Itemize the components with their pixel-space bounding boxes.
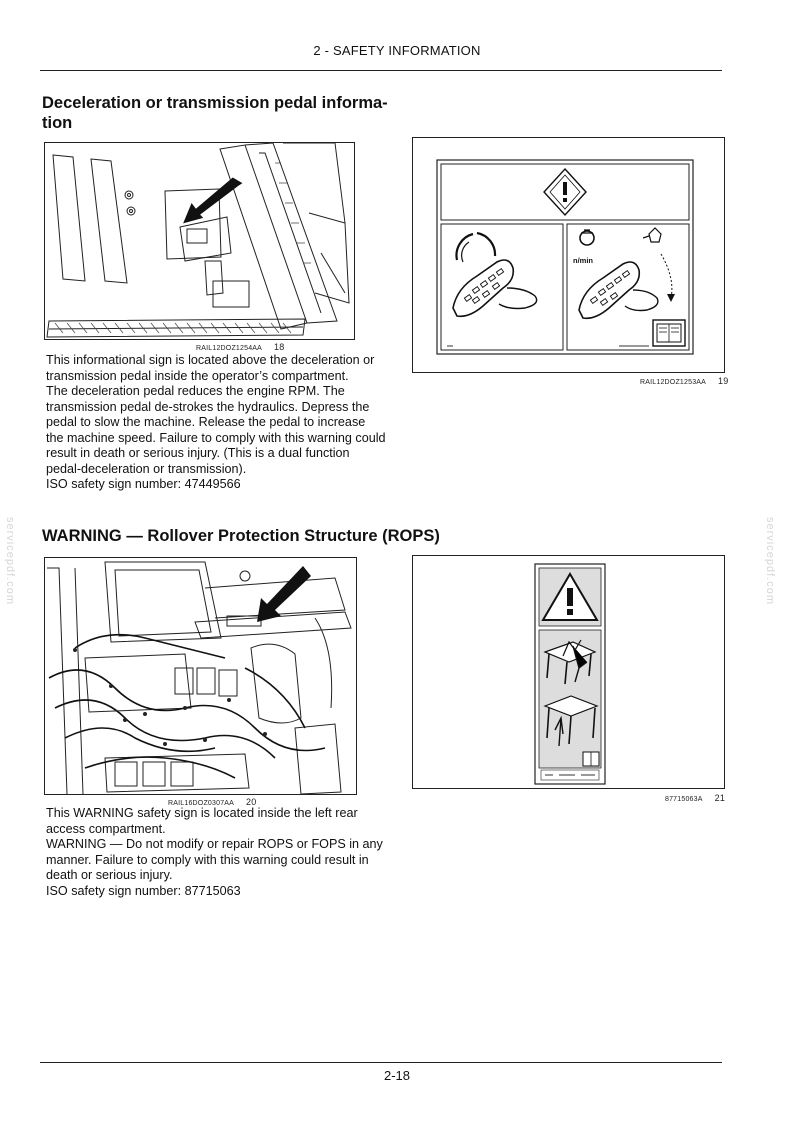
section2-paragraph-warning: WARNING — Do not modify or repair ROPS or FOPS in any manner. Failure to comply with this warning could result in death or serious injury. bbox=[46, 837, 383, 882]
section-title-pedal bbox=[42, 93, 388, 133]
section2-paragraph-location: This WARNING safety sign is located inside the left rear access compartment. bbox=[46, 806, 358, 836]
figure-21-number: 21 bbox=[714, 793, 726, 803]
figure-21-code: 87715063A bbox=[665, 796, 703, 803]
section2-body bbox=[46, 806, 386, 899]
figure-21-caption bbox=[665, 793, 725, 803]
figure-20-number: 20 bbox=[246, 797, 257, 807]
section2-paragraph-iso: ISO safety sign number: 87715063 bbox=[46, 883, 241, 898]
watermark-right: servicepdf.com bbox=[763, 517, 776, 605]
page-number: 2-18 bbox=[383, 1068, 411, 1083]
section-title-line1: Deceleration or transmission pedal informa- bbox=[42, 94, 388, 112]
section1-paragraph-location: This informational sign is located above the deceleration or transmission pedal inside the operator’s compartment. bbox=[46, 353, 375, 383]
figure-19-pedal-sign bbox=[412, 137, 725, 373]
figure-20-code: RAIL16DOZ0307AA bbox=[168, 800, 235, 807]
section-title-line2: tion bbox=[42, 114, 73, 132]
figure-18-caption bbox=[196, 342, 284, 352]
figure-21-rops-warning-sign bbox=[412, 555, 725, 789]
figure-20-rops-sign-location bbox=[44, 557, 357, 795]
figure-18-number: 18 bbox=[274, 342, 285, 352]
figure-19-number: 19 bbox=[718, 376, 729, 386]
header-rule bbox=[40, 70, 722, 71]
section1-paragraph-description: The deceleration pedal reduces the engine RPM. The transmission pedal de-strokes the hydraulics. Depress the pedal to slow the machine. Release the pedal to increase the machine speed. Failure to comply with this warning could result in death or serious injury. (This is a dual function pedal-deceleration or transmission). bbox=[46, 384, 386, 476]
section1-body bbox=[46, 353, 386, 493]
figure-19-caption bbox=[640, 376, 728, 386]
footer-rule bbox=[40, 1062, 722, 1063]
section1-paragraph-iso: ISO safety sign number: 47449566 bbox=[46, 477, 241, 491]
figure-19-code: RAIL12DOZ1253AA bbox=[640, 379, 707, 386]
run-speed-label: n/min bbox=[573, 256, 593, 265]
figure-18-pedal-location bbox=[44, 142, 355, 340]
watermark-left: servicepdf.com bbox=[3, 517, 16, 605]
section-title-rops: WARNING — Rollover Protection Structure (ROPS) bbox=[42, 527, 440, 545]
figure-18-code: RAIL12DOZ1254AA bbox=[196, 345, 263, 352]
page-header: 2 - SAFETY INFORMATION bbox=[313, 43, 481, 58]
